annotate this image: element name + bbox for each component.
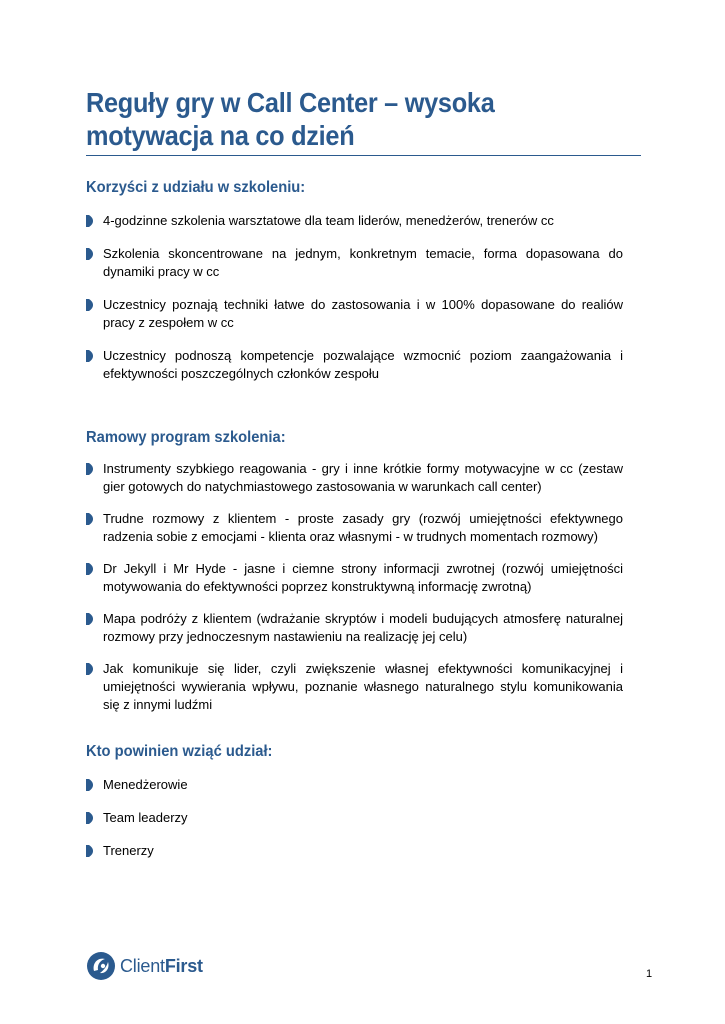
bullet-icon — [86, 299, 93, 311]
list-item — [86, 510, 623, 546]
list-item — [86, 842, 623, 860]
page-number: 1 — [646, 968, 653, 980]
list-item — [86, 560, 623, 596]
bullet-icon — [86, 463, 93, 475]
list-item-text: Team leaderzy — [103, 810, 188, 825]
program-list — [86, 460, 623, 714]
benefits-list — [86, 212, 623, 383]
bullet-icon — [86, 248, 93, 260]
list-item — [86, 347, 623, 383]
list-item — [86, 809, 623, 827]
list-item-text: Szkolenia skoncentrowane na jednym, konkretnym temacie, forma dopasowana do dynamiki pracy w cc — [103, 246, 623, 279]
list-item — [86, 660, 623, 714]
bullet-icon — [86, 812, 93, 824]
logo-wordmark — [120, 956, 203, 977]
title-underline — [86, 155, 641, 156]
logo-wordmark-light: Client — [120, 955, 165, 976]
list-item-text: Jak komunikuje się lider, czyli zwiększenie własnej efektywności komunikacyjnej i umiejętności wywierania wpływu, poznanie własnego naturalnego stylu komunikowania się z innymi ludźmi — [103, 661, 623, 712]
logo-wordmark-bold: First — [164, 955, 203, 976]
clientfirst-logo — [86, 950, 203, 982]
bullet-icon — [86, 663, 93, 675]
list-item — [86, 245, 623, 281]
list-item-text: Menedżerowie — [103, 777, 188, 792]
list-item — [86, 212, 623, 230]
bullet-icon — [86, 350, 93, 362]
list-item-text: Uczestnicy poznają techniki łatwe do zastosowania i w 100% dopasowane do realiów pracy z zespołem w cc — [103, 297, 623, 330]
list-item-text: 4-godzinne szkolenia warsztatowe dla team liderów, menedżerów, trenerów cc — [103, 213, 554, 228]
bullet-icon — [86, 215, 93, 227]
bullet-icon — [86, 513, 93, 525]
list-item — [86, 296, 623, 332]
list-item — [86, 776, 623, 794]
section-heading-benefits: Korzyści z udziału w szkoleniu: — [86, 179, 306, 196]
logo-mark-icon — [86, 951, 116, 981]
list-item-text: Trenerzy — [103, 843, 154, 858]
section-heading-audience: Kto powinien wziąć udział: — [86, 743, 273, 760]
list-item-text: Instrumenty szybkiego reagowania - gry i inne krótkie formy motywacyjne w cc (zestaw gier gotowych do natychmiastowego zastosowania w warunkach call center) — [103, 461, 623, 494]
list-item — [86, 460, 623, 496]
list-item — [86, 610, 623, 646]
bullet-icon — [86, 779, 93, 791]
list-item-text: Dr Jekyll i Mr Hyde - jasne i ciemne strony informacji zwrotnej (rozwój umiejętności motywowania do efektywności poprzez konstruktywną informację zwrotną) — [103, 561, 623, 594]
bullet-icon — [86, 845, 93, 857]
list-item-text: Trudne rozmowy z klientem - proste zasady gry (rozwój umiejętności efektywnego radzenia sobie z emocjami - klienta oraz własnymi - w trudnych momentach rozmowy) — [103, 511, 623, 544]
audience-list — [86, 776, 623, 860]
bullet-icon — [86, 563, 93, 575]
bullet-icon — [86, 613, 93, 625]
list-item-text: Uczestnicy podnoszą kompetencje pozwalające wzmocnić poziom zaangażowania i efektywności poszczególnych członków zespołu — [103, 348, 623, 381]
document-title: Reguły gry w Call Center – wysoka motywacja na co dzień — [86, 87, 495, 151]
section-heading-program: Ramowy program szkolenia: — [86, 429, 286, 446]
list-item-text: Mapa podróży z klientem (wdrażanie skryptów i modeli budujących atmosferę naturalnej rozmowy przy jednoczesnym nastawieniu na realizację jej celu) — [103, 611, 623, 644]
